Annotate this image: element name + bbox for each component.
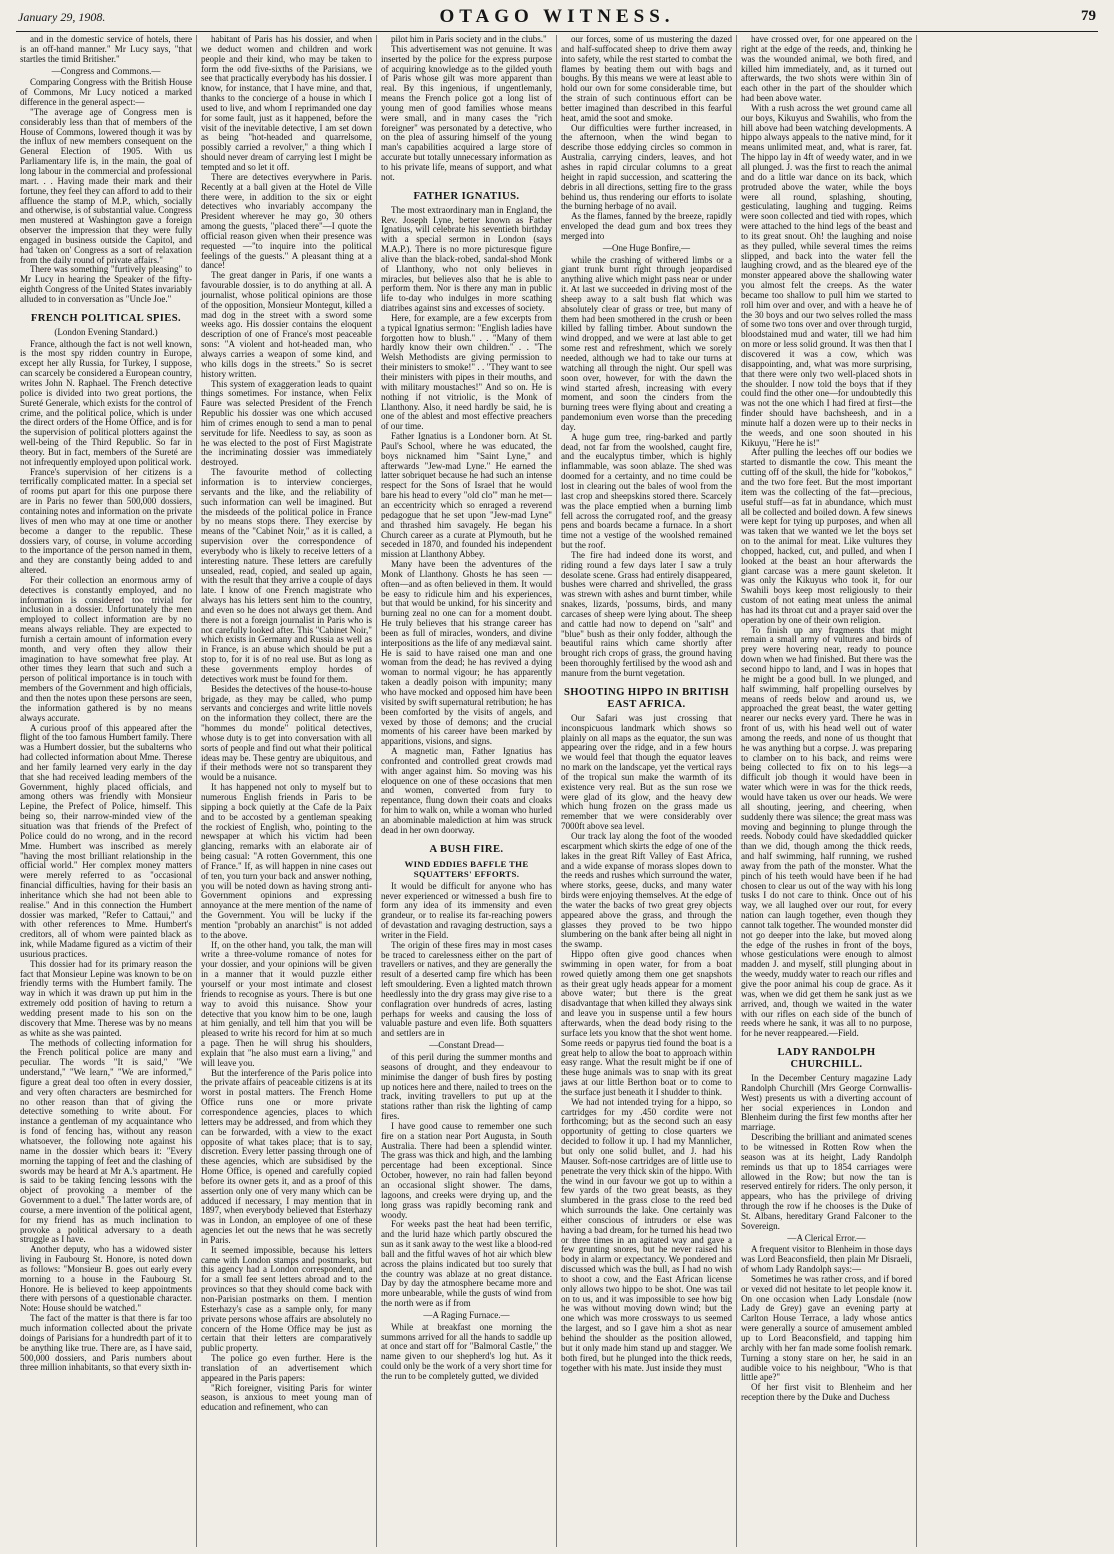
article-headline: A BUSH FIRE. (429, 843, 504, 855)
paragraph: pilot him in Paris society and in the clubs." (391, 35, 547, 44)
paragraph: The favourite method of collecting information is to interview concierges, servants and the like, and the reliability of such information can well be imagined. But the misdeeds of the political police in France by no means stops there. They exercise by means of the "Cabinet Noir," as it is called, a supervision over the correspondence of everybody who is likely to receive letters of a interesting nature. These letters are carefully unsealed, read, copied, and sealed up again, with the result that they arrive a couple of days late. I know of one French magistrate who always has his letters sent him to the country, and even so he does not always get them. And there is not a foreign journalist in Paris who is not carefully looked after. This "Cabinet Noir," which exists in Germany and Russia as well as in France, is an abuse which should be put a stop to, for it is of no real use. But as long as these governments employ hordes of detectives work must be found for them. (201, 467, 372, 684)
paragraph: The origin of these fires may in most cases be traced to carelessness either on the part of travellers or natives, and they are generally the result of a deserted camp fire which has been left smouldering. Even a lighted match thrown heedlessly into the dry grass may give rise to a conflagration over hundreds of acres, lasting perhaps for weeks and causing the loss of valuable pasture and even life. Both squatters and settlers are in (381, 939, 552, 1039)
paragraph: Another deputy, who has a widowed sister living in Faubourg St. Honore, is noted down as follows: "Monsieur B. goes out early every morning to a house in the Faubourg St. Honore. He is believed to keep appointments there with persons of a questionable character. Note: House should be watched." (20, 1244, 192, 1314)
section-subheading: —A Clerical Error.— (787, 1232, 866, 1243)
paragraph: A frequent visitor to Blenheim in those days was Lord Beaconsfield, then plain Mr Disraeli, of whom Lady Randolph says:— (741, 1244, 912, 1275)
paragraph: I have good cause to remember one such fire on a station near Port Augusta, in South Australia. There had been a splendid winter. The grass was thick and high, and the lambing percentage had been exceptional. Since October, however, no rain had fallen beyond an occasional slight shower. The dams, lagoons, and creeks were drying up, and the long grass was rapidly becoming rank and woody. (381, 1120, 552, 1220)
paragraph: A huge gum tree, ring-barked and partly dead, not far from the woolshed, caught fire, and the eucalyptus timber, which is highly inflammable, was soon ablaze. The shed was doomed for a certainty, and no time could be lost in clearing out the bales of wool from the last crop and sheepskins stored there. Scarcely was the place emptied when a burning limb fell across the corrugated roof, and the greasy pens and boards became a furnace. In a short time not a vestige of the woolshed remained but the roof. (561, 431, 732, 551)
issue-date: January 29, 1908. (18, 10, 106, 24)
paragraph: This dossier had for its primary reason the fact that Monsieur Lepine was known to be on friendly terms with the Humbert family. The way in which it was drawn up put him in the extremely odd position of having to return a wedding present made to his son on the discovery that Mme. Therese was by no means as white as she was painted. (20, 958, 192, 1038)
paragraph: After pulling the leeches off our bodies we started to dismantle the cow. This meant the cutting off of the skull, the hide for "kobokos," and the two fore feet. But the most important item was the collecting of the fat—precious, useful stuff—as fat in abundance, which must all be collected and boiled down. A few sinews were kept for tying up purposes, and when all was taken that we wanted we let the boys set on to the animal for meat. Like vultures they chopped, hacked, cut, and pulled, and when I looked at the beast an hour afterwards the giant carcase was a mere gaunt skeleton. It was only the Kikuyus who took it, for our Swahili boys keep most religiously to their custom of not eating meat unless the animal has had its throat cut and a prayer said over the operation by one of their own religion. (741, 447, 912, 625)
paragraph: our forces, some of us mustering the dazed and half-suffocated sheep to drive them away into safety, while the rest started to combat the flames by beating them out with bags and boughs. By this means we were at least able to hold our own for some considerable time, but the strain of such continuous effort can be better imagined than described in this fearful heat, amid the soot and smoke. (561, 35, 732, 123)
header-rule (16, 31, 1098, 32)
paragraph: Besides the detectives of the house-to-house brigade, as they may be called, who pump servants and concierges and write little novels on the information they collect, there are the "hommes du monde" political detectives, whose duty is to get into conversation with all sorts of people and find out what their political ideas may be. These gentry are ubiquitous, and if their methods were not so transparent they would be a nuisance. (201, 683, 372, 783)
paragraph: The methods of collecting information for the French political police are many and peculiar. The words "It is said," "We understand," "We learn," "We are informed," figure a great deal too often in every dossier, and very often characters are besmirched for no other reason than that of giving the detective something to write about. For instance a gentleman of my acquaintance who is fond of fencing has, without any reason whatsoever, the following note against his name in the dossier which bears it: "Every morning the tapping of feet and the clashing of swords may be heard at Mr A.'s apartment. He is said to be taking fencing lessons with the object of provoking a member of the Government to a duel." The latter words are, of course, a mere invention of the political agent, for my friend has as much inclination to provoke a political adversary to a death struggle as I have. (20, 1037, 192, 1245)
paragraph: Father Ignatius is a Londoner born. At St. Paul's School, where he was educated, the boys nicknamed him "Saint Lyne," and afterwards "Jew-mad Lyne." He earned the latter sobriquet because he had such an intense respect for the Sons of Israel that he would bare his head to every "old clo'" man he met—an eccentricity which so enraged a reverend pedagogue that he set upon "Jew-mad Lyne" and thrashed him savagely. He began his Church career as a curate at Plymouth, but he seceded in 1870, and founded his independent mission at Llanthony Abbey. (381, 431, 552, 560)
paragraph: With a rush across the wet ground came all our boys, Kikuyus and Swahilis, who from the hill above had been watching developments. A hippo always appeals to the native mind, for it means unlimited meat, and, what is rarer, fat. The hippo lay in 4ft of weedy water, and in we all plunged. J. was the first to reach the animal and do a little war dance on its back, which protruded above the water, while the boys were all round, splashing, shouting, gesticulating, laughing and tugging. Reims were soon collected and tied with ropes, which were attached to the hind legs of the beast and to its great snout. Oh! the laughing and noise as they pulled, while several times the reims slipped, and back into the water fell the laughing crowd, and as the bleared eye of the monster appeared above the shallowing water you almost felt the creeps. As the water became too shallow to pull him we started to roll him over and over, and with a heave he of the 30 boys and our two selves rolled the mass of some two tons over and over through turgid, bloodstained mud and water, till we had him on more or less solid ground. It was then that I discovered it was a cow, which was disappointing, and, what was more surprising, that there were only two well-placed shots in the shoulder. I now told the boys that if they could find the other one—for undoubtedly this was not the one which I had fired at first—the finder should have bachsheesh, and in a minute half a dozen were up to their necks in the weeds, and one soon shouted in his Kikuyu, "Here he is!" (741, 102, 912, 448)
paragraph: The fact of the matter is that there is far too much information collected about the private doings of Parisians for a hundredth part of it to be anything like true. There are, as I have said, 500,000 dossiers, and Paris numbers about three million inhabitants, so that every sixth in- (20, 1313, 192, 1373)
article-headline: SHOOTING HIPPO IN BRITISH EAST AFRICA. (563, 686, 730, 710)
paragraph: It would be difficult for anyone who has never experienced or witnessed a bush fire to form any idea of its immensity and even grandeur, or to realise its far-reaching powers of devastation and ravaging destruction, says a writer in the Field. (381, 880, 552, 940)
paragraph: The police go even further. Here is the translation of an advertisement which appeared in the Paris papers: (201, 1353, 372, 1383)
paragraph: For their collection an enormous army of detectives is constantly employed, and no information is considered too trivial for inclusion in a dossier. Unfortunately the men employed to collect information are by no means always reliable. They are expected to furnish a certain amount of information every month, and very often they allow their imagination to have somewhat free play. At other times they learn that such and such a person of political importance is in touch with members of the Government and high officials, and then the notes upon these persons are seen, the information gathered is by no means always accurate. (20, 574, 192, 723)
paragraph: have crossed over, for one appeared on the right at the edge of the reeds, and, thinking he was the wounded animal, we both fired, and killed him immediately, and, as it turned out afterwards, the two shots were within 3in of each other in the part of the shoulder which had been above water. (741, 35, 912, 104)
paragraph: Our difficulties were further increased, in the afternoon, when the wind began to describe those eddying circles so common in Australia, carrying cinders, leaves, and hot ashes in rapid circular columns to a great height in rapid succession, and scattering the debris in all directions, setting fire to the grass behind us, thus rendering our efforts to isolate the burning herbage of no avail. (561, 122, 732, 212)
paragraph: France, although the fact is not well known, is the most spy ridden country in Europe, except her ally Russia, for Turkey, I suppose, can scarcely be considered a European country, writes John N. Raphael. The French detective police is divided into two great portions, the Sureté Generale, which exists for the control of crime, and the political police, which is under the direct orders of the Home Office, and is for the supervision of political plotters against the well-being of the Third Republic. So far in theory. But in fact, members of the Sureté are not infrequently employed upon political work. (20, 338, 192, 467)
paragraph: The most extraordinary man in England, the Rev. Joseph Lyne, better known as Father Ignatius, will celebrate his seventieth birthday with a special sermon in London (says M.A.P.). There is no more picturesque figure alive than the black-robed, sandal-shod Monk of Llanthony, who not only believes in miracles, but believes also that he is able to perform them. Nor is there any man in public life to-day who indulges in more scathing diatribes against sins and excesses of society. (381, 204, 552, 314)
paragraph: Here, for example, are a few excerpts from a typical Ignatius sermon: "English ladies have forgotten how to blush." . . "Many of them hardly know their own children." . . "The Welsh Methodists are giving permission to their ministers to smoke!" . . "They want to see their ministers with pipes in their mouths, and with military moustaches!" And so on. He is nothing if not vitriolic, is the Monk of Llanthony. Also, it need hardly be said, he is one of the ablest and most effective preachers of our time. (381, 312, 552, 432)
paragraph: habitant of Paris has his dossier, and when we deduct women and children and work people and their kind, who may be taken to form the odd five-sixths of the Parisians, we see that practically everybody has his dossier. I know, for instance, that I have mine, and that, thanks to the concierge of a house in which I used to live, and whom I reprimanded one day for some fault, just as it happened, before the visit of the inevitable detective, I am set down as being "hot-headed and quarrelsome, possibly carried a revolver," a thing which I should never dream of carrying lest I might be tempted and so let it off. (201, 35, 372, 172)
paragraph: In the December Century magazine Lady Randolph Churchill (Mrs George Cornwallis-West) presents us with a diverting account of her social experiences in London and Blenheim during the first few months after her marriage. (741, 1073, 912, 1133)
paragraph: France's supervision of her citizens is a terrifically complicated matter. In a special set of rooms put apart for this one purpose there are in Paris no fewer than 500,000 dossiers, containing notes and information on the private lives of men who may at one time or another become a danger to the republic. These dossiers vary, of course, in volume according to the importance of the person named in them, and they are constantly being added to and altered. (20, 466, 192, 576)
paragraph: A curious proof of this appeared after the flight of the too famous Humbert family. There was a Humbert dossier, but the subalterns who had collected information about Mme. Therese and her family learned very early in the day that she had received leading members of the Government, highly placed officials, and among others was friendly with Monsieur Lepine, the Prefect of Police, himself. This being so, their narrow-minded view of the situation was that friends of the Prefect of Police could do no wrong, and in the record Mme. Humbert was inscribed as merely "having the most brilliant relationship in the official world." Her complex money matters were merely referred to as "occasional financial difficulties, having for their basis an inheritance which she had not been able to realise." And in this connection the Humbert dossier was marked, "Refer to Cattaui," and with other references to Mme. Humbert's creditors, all of whom were painted black as ink, while Madame figured as a victim of their usurious practices. (20, 722, 192, 959)
paragraph: There was something "furtively pleasing" to Mr Lucy in hearing the Speaker of the fifty-eighth Congress of the United States invariably alluded to in conversation as "Uncle Joe." (20, 264, 192, 304)
column-2 (196, 35, 376, 1547)
article-headline: FATHER IGNATIUS. (413, 190, 520, 202)
article-headline: LADY RANDOLPH CHURCHILL. (777, 1047, 876, 1071)
section-subheading: —One Huge Bonfire,— (602, 242, 691, 253)
paragraph: To finish up any fragments that might remain a small army of vultures and birds of prey were hovering near, ready to pounce down when we had finished. But there was the second hippo to land, and I was in hopes that he might be a good bull. In we plunged, and half swimming, half propelling ourselves by means of reeds below and around us, we approached the great beast, the water getting nearer our necks every yard. There he was in front of us, with his head well out of water among the reeds, and none of us thought that he was anything but a corpse. J. was preparing to clamber on to his back, and reims were being collected to fix on to his legs—a difficult job though it would have been in water which were in was for the thick reeds, would have taken us over our heads. We were all shouting, jeering, and cheering, when suddenly there was silence; the great mass was moving and beginning to plunge through the reeds. Nobody could have skedaddled quicker than we did, though among the thick reeds, and half swimming, half running, we rushed away from the path of the monster. What the pinch of his teeth would have been if he had chosen to clear us out of the way with his long tusks I do not care to think. Once out of his way, we all laughed over our rout, for every nation can laugh together, even though they cannot talk together. The wounded monster did not go deeper into the lake, but moved along the edge of the rushes in front of the boys, whose gesticulations were enough to almost madden J. and myself, still plunging about in the weedy, muddy water to reach our rifles and give the poor animal his coup de grace. As it was, when we did get them he sank just as we arrived, and, though we waited in the water with our rifles on each side of the bunch of reeds where he sank, it was all to no purpose, for he never reappeared.—Field. (741, 624, 912, 1039)
paragraph: A magnetic man, Father Ignatius has confronted and controlled great crowds mad with anger against him. So moving was his eloquence on one of these occasions that men and women, converted from fury to repentance, flung down their coats and cloaks for him to walk on, while a woman who hurled an abominable malediction at him was struck dead in her own doorway. (381, 746, 552, 835)
paragraph: Describing the brilliant and animated scenes to be witnessed in Rotten Row when the season was at its height, Lady Randolph reminds us that up to 1854 carriages were allowed in the Row; but now the tan is reserved entirely for riders. The only person, it appears, who has the privilege of driving through the row if he chooses is the Duke of St. Albans, hereditary Grand Falconer to the Sovereign. (741, 1132, 912, 1231)
paragraph: While at breakfast one morning the summons arrived for all the hands to saddle up at once and start off for "Balmoral Castle," the name given to our shepherd's log hut. As it could only be the work of a very short time for the run to be completely gutted, we divided (381, 1321, 552, 1381)
article-byline: (London Evening Standard.) (54, 326, 158, 337)
paragraph: of this peril during the summer months and seasons of drought, and they endeavour to minimise the danger of bush fires by posting up notices here and there, nailed to trees on the track, inviting travellers to put up at the stations rather than risk the lighting of camp fires. (381, 1052, 552, 1122)
paragraph: But the interference of the Paris police into the private affairs of peaceable citizens is at its worst in postal matters. The French Home Office runs one or more private correspondence agencies, places to which letters may be addressed, and from which they can be forwarded, with a view to the exact opposite of what takes place; that is to say, discretion. Every letter passing through one of these agencies, which are subsidised by the Home Office, is opened and carefully copied before its owner gets it, and as a proof of this assertion only one of very many which can be adduced if necessary, I may mention that in 1897, when everybody believed that Esterhazy was in London, an employee of one of these agencies let out the news that he was secretly in Paris. (201, 1067, 372, 1245)
paragraph: It has happened not only to myself but to numerous English friends in Paris to be sipping a bock quietly at the Cafe de la Paix and to be accosted by a gentleman speaking the rockiest of English, who, pointing to the newspaper at which his victim had been glancing, remarks with an elaborate air of being casual: "A rotten Government, this one of France." If, as will happen in nine cases out of ten, you turn your back and answer nothing, you will be noted down as having strong anti-Government opinions and expressing annoyance at the mere mention of the name of the Government. You will be lucky if the mention "probably an anarchist" is not added to the above. (201, 782, 372, 940)
section-subheading: —A Raging Furnace.— (423, 1309, 510, 1320)
paragraph: It seemed impossible, because his letters came with London stamps and postmarks, but this agency had a London correspondent, and for a small fee sent letters abroad and to the provinces so that they should come back with non-Parisian postmarks on them. I mention Esterhazy's case as a sample only, for many private persons whose affairs are absolutely no concern of the Home Office may be just as certain that their letters are comparatively public property. (201, 1244, 372, 1354)
paragraph: The great danger in Paris, if one wants a favourable dossier, is to do anything at all. A journalist, whose political opinions are those of the opposition, Monsieur Montegut, killed a mad dog in the street with a sword some weeks ago. His dossier contains the eloquent description of one of France's most peaceable sons: "A violent and hot-headed man, who always carries a weapon of some kind, and who kills dogs in the streets." So is secret history written. (201, 270, 372, 379)
paragraph: If, on the other hand, you talk, the man will write a three-volume romance of notes for your dossier, and your opinions will be given in a manner that it would puzzle either yourself or your most intimate and closest friends to recognise as yours. There is but one way to avoid this nuisance. Show your detective that you know him to be one, laugh at him genially, and tell him that you will be pleased to write his record for him at so much a page. Then he will shrug his shoulders, explain that "he also must earn a living," and will leave you. (201, 939, 372, 1068)
paragraph: Hippo often give good chances when swimming in open water, for from a boat rowed quietly among them one get snapshots as their great ugly heads appear for a moment above water; but there is the great disadvantage that when killed they always sink and leave you in suspense until a few hours afterwards, when the dead body rising to the surface lets you know that the shot went home. Some reeds or papyrus tied found the boat is a great help to allow the boat to approach within easy range. What the result might be if one of these huge animals was to snap with its great jaws at our little Berthon boat or to come to the surface just beneath it I shudder to think. (561, 949, 732, 1097)
column-5 (736, 35, 916, 1547)
page-number: 79 (1081, 8, 1096, 24)
paragraph: while the crashing of withered limbs or a giant trunk burnt right through jeopardised anything alive which might pass near or under it. At last we succeeded in driving most of the sheep away to a salt bush flat which was absolutely clear of grass or tree, but many of them had been smothered in the crush or been killed by falling timber. About sundown the wind dropped, and we were at last able to get some rest and refreshment, which we sorely needed, although we had to take our turns at watching all through the night. Our spell was soon over, however, for with the dawn the wind started afresh, increasing with every moment, and soon the cinders from the burning trees were flying about and creating a pandemonium even worse than the preceding day. (561, 254, 732, 432)
paragraph: Of her first visit to Blenheim and her reception there by the Duke and Duchess (741, 1382, 912, 1403)
section-subheading: —Congress and Commons.— (51, 65, 161, 76)
column-1 (16, 35, 196, 1547)
masthead (18, 4, 1096, 30)
paragraph: For weeks past the heat had been terrific, and the lurid haze which partly obscured the sun as it sank away to the west like a blood-red ball and the fitful waves of hot air which blew across the plains indicated but too surely that the country was ablaze at no great distance. Day by day the atmosphere became more and more unbearable, while the gusts of wind from the north were as if from (381, 1219, 552, 1309)
column-4 (556, 35, 736, 1547)
article-headline: FRENCH POLITICAL SPIES. (30, 312, 182, 324)
article-columns (16, 35, 1098, 1547)
paragraph: Our Safari was just crossing that inconspicuous landmark which shows so plainly on all maps as the equator, the sun was appearing over the ridge, and in a few hours we would feel that though the equator leaves no mark on the landscape, yet the vertical rays of the tropical sun make the warmth of its existence very real. But as the sun rose we were glad of its glow, and the heavy dew which hung frozen on the grass made us remember that we were considerably over 7000ft above sea level. (561, 712, 732, 832)
paragraph: Sometimes he was rather cross, and if bored or vexed did not hesitate to let people know it. On one occasion when Lady Lonsdale (now Lady de Grey) gave an evening party at Carlton House Terrace, a lady whose antics were generally a source of amusement ambled up to Lord Beaconsfield, and tapping him archly with her fan made some foolish remark. Turning a stony stare on her, he said in an audible voice to his neighbour, "Who is that little ape?" (741, 1273, 912, 1383)
paragraph: Many have been the adventures of the Monk of Llanthony. Ghosts he has seen —often—and as often believed in them. It would be easy to ridicule him and his experiences, but that would be unkind, for his sincerity and burning zeal no one can for a moment doubt. He truly believes that his strange career has been as full of miracles, wonders, and divine interpositions as the life of any mediæval saint. He is said to have raised one man and one woman from the dead; he has revived a dying woman to normal vigour; he has apparently taken a deadly poison with impunity; many who have mocked and opposed him have been visited by swift supernatural retribution; he has been comforted by the visits of angels, and vexed by those of demons; and the crucial moments of his career have been marked by apparitions, visions, and signs. (381, 559, 552, 747)
paragraph: "The average age of Congress men is considerably less than that of members of the House of Commons, lowered though it was by the influx of new members consequent on the General Election of 1905. With us Parliamentary life is, in the main, the goal of long labour in the commercial and professional mart. . . Having made their mark and their fortune, they feel they can afford to add to their affluence the stamp of M.P., which, socially and otherwise, is of substantial value. Congress men mustered at Washington gave a foreign observer the impression that they were fully engaged in business outside the Capitol, and had 'taken on' Congress as a sort of relaxation from the daily round of private affairs." (20, 106, 192, 265)
newspaper-title: OTAGO WITNESS. (439, 6, 675, 27)
paragraph: Our track lay along the foot of the wooded escarpment which skirts the edge of one of the lakes in the great Rift Valley of East Africa, and a wide expanse of morass slopes down to the reeds and rushes which surround the water, where storks, geese, ducks, and many water birds were enjoying themselves. At the edge of the water the backs of two great grey objects appeared above the grass, and through the glasses they proved to be two hippo slumbering on the bank after being all night in the swamp. (561, 830, 732, 950)
paragraph: We had not intended trying for a hippo, so cartridges for my .450 cordite were not forthcoming; but as the second such an easy opportunity of getting to close quarters we decided to follow it up. I had my Mannlicher, but only one solid bullet, and J. had his Mauser. Soft-nose cartridges are of little use to penetrate the very thick skin of the hippo. With the wind in our favour we got up to within a few yards of the two great beasts, as they slumbered in the grass close to the reed bed which surrounds the lake. One certainly was either conscious of intruders or else was having a bad dream, for he turned his head two or three times in an agitated way and gave a few grunting snores, but he never raised his body in alarm or expectancy. We pondered and discussed which was the bull, as I had no wish to shoot a cow, and the East African license only allows two hippo to be shot. One was tail on to us, and it was impossible to see how big he was without moving down wind; but the one which was more crossways to us seemed the largest, and so I gave him a shot as near behind the shoulder as the position allowed, but it only made him stand up and stagger. We both fired, but he plunged into the thick reeds, together with his mate. Just inside they must (561, 1096, 732, 1373)
section-subheading: —Constant Dread— (429, 1040, 504, 1051)
paragraph: This advertisement was not genuine. It was inserted by the police for the express purpose of acquiring knowledge as to the gilded youth of Paris whose gilt was more apparent than real. By this ingenious, if ungentlemanly, means the French police got a long list of young men of good families whose means were small, and in many cases the "rich foreigner" was personated by a detective, who on the plea of assuring himself of the young man's capabilities acquired a large store of accurate but totally unnecessary information as to his private life, means of support, and what not. (381, 43, 552, 182)
paragraph: "Rich foreigner, visiting Paris for winter season, is anxious to meet young man of education and refinement, who can (201, 1382, 372, 1413)
paragraph: There are detectives everywhere in Paris. Recently at a ball given at the Hotel de Ville there were, in addition to the six or eight detectives who invariably accompany the President wherever he may go, 30 others among the guests, "placed there"—I quote the official reason given when their presence was requested —"to inquire into the political feelings of the guests." A pleasant thing at a dance! (201, 171, 372, 271)
column-3 (376, 35, 556, 1547)
paragraph: This system of exaggeration leads to quaint things sometimes. For instance, when Felix Faure was selected President of the French Republic his dossier was one which accused him of crimes enough to send a man to penal servitude for life. Needless to say, as soon as he was elected to the post of First Magistrate the incriminating dossier was immediately destroyed. (201, 378, 372, 468)
paragraph: Comparing Congress with the British House of Commons, Mr Lucy noticed a marked difference in the general aspect:— (20, 77, 192, 108)
paragraph: and in the domestic service of hotels, there is an off-hand manner." Mr Lucy says, "that startles the timid Britisher." (20, 35, 192, 64)
article-subheadline: WIND EDDIES BAFFLE THE SQUATTERS' EFFORTS. (404, 858, 529, 879)
paragraph: The fire had indeed done its worst, and riding round a few days later I saw a truly desolate scene. Grass had entirely disappeared, bushes were charred and shrivelled, the grass was strewn with ashes and burnt timber, while snakes, lizards, 'possums, birds, and many carcases of sheep were lying about. The sheep and cattle had now to depend on "salt" and "blue" bush as their only fodder, although the beautiful rains which came shortly after brought rich crops of grass, the ground having been thoroughly fertilised by the wood ash and manure from the burnt vegetation. (561, 549, 732, 678)
column-6 (916, 35, 1096, 1547)
paragraph: As the flames, fanned by the breeze, rapidly enveloped the dead gum and box trees they merged into (561, 211, 732, 241)
